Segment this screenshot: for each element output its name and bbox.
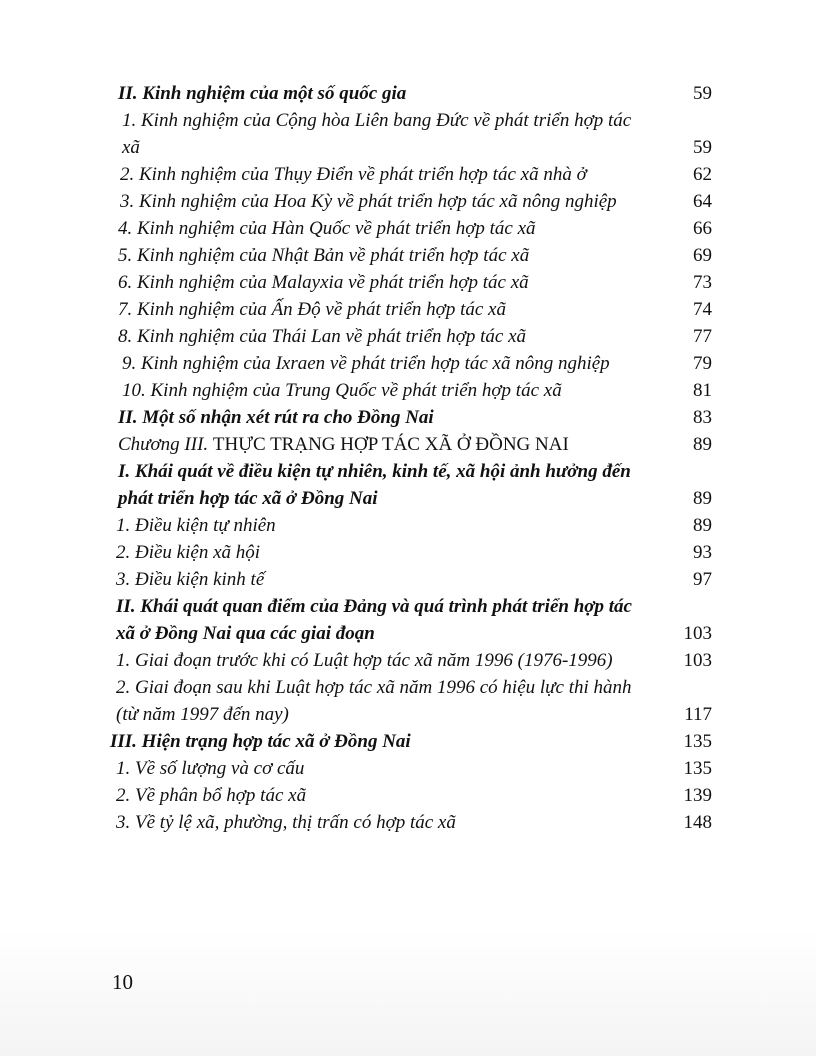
toc-entry-page: 148	[683, 812, 712, 833]
toc-entry-title: 1. Kinh nghiệm của Cộng hòa Liên bang Đức về phát triển hợp tác xã	[122, 110, 632, 158]
toc-entry	[108, 512, 712, 539]
toc-entry-page: 97	[693, 569, 712, 590]
toc-entry	[108, 296, 712, 323]
toc-entry-page: 81	[693, 380, 712, 401]
toc-entry-title: 3. Về tỷ lệ xã, phường, thị trấn có hợp tác xã	[116, 812, 456, 833]
toc-entry-page: 66	[693, 218, 712, 239]
table-of-contents	[108, 80, 712, 836]
toc-entry-page: 59	[693, 137, 712, 158]
toc-entry	[108, 404, 712, 431]
toc-entry	[108, 188, 712, 215]
toc-entry	[108, 782, 712, 809]
toc-entry-page: 135	[683, 731, 712, 752]
toc-entry-title: II. Kinh nghiệm của một số quốc gia	[118, 83, 407, 104]
toc-entry-page: 103	[683, 650, 712, 671]
toc-entry-page: 69	[693, 245, 712, 266]
toc-entry-title: 2. Điều kiện xã hội	[116, 542, 261, 563]
toc-entry-title: 2. Giai đoạn sau khi Luật hợp tác xã năm 1996 có hiệu lực thi hành (từ năm 1997 đến nay)	[116, 677, 632, 725]
toc-entry	[108, 269, 712, 296]
toc-entry-title: 3. Kinh nghiệm của Hoa Kỳ về phát triển hợp tác xã nông nghiệp	[120, 191, 617, 212]
toc-entry	[108, 809, 712, 836]
toc-entry-page: 139	[683, 785, 712, 806]
toc-entry-page: 93	[693, 542, 712, 563]
toc-entry-page: 74	[693, 299, 712, 320]
toc-entry-title: 1. Giai đoạn trước khi có Luật hợp tác xã năm 1996 (1976-1996)	[116, 650, 613, 671]
toc-entry-title: 8. Kinh nghiệm của Thái Lan về phát triển hợp tác xã	[118, 326, 527, 347]
toc-entry-page: 59	[693, 83, 712, 104]
toc-entry-page: 77	[693, 326, 712, 347]
toc-entry	[108, 431, 712, 458]
toc-entry-title: 10. Kinh nghiệm của Trung Quốc về phát triển hợp tác xã	[122, 380, 562, 401]
toc-entry	[108, 323, 712, 350]
toc-entry	[108, 215, 712, 242]
toc-entry-title: I. Khái quát về điều kiện tự nhiên, kinh tế, xã hội ảnh hưởng đến phát triển hợp tác xã ở Đồng Nai	[118, 461, 631, 509]
toc-entry	[108, 728, 712, 755]
toc-entry-page: 89	[693, 488, 712, 509]
toc-entry-page: 135	[683, 758, 712, 779]
toc-entry	[108, 674, 712, 728]
toc-entry	[108, 458, 712, 512]
toc-entry-title: 3. Điều kiện kinh tế	[116, 569, 265, 590]
toc-entry-title: 2. Kinh nghiệm của Thụy Điển về phát triển hợp tác xã nhà ở	[120, 164, 587, 185]
toc-entry-title: II. Khái quát quan điểm của Đảng và quá trình phát triển hợp tác xã ở Đồng Nai qua các giai đoạn	[116, 596, 632, 644]
toc-entry-title: 9. Kinh nghiệm của Ixraen về phát triển hợp tác xã nông nghiệp	[122, 353, 610, 374]
toc-entry-page: 89	[693, 434, 712, 455]
toc-entry-page: 117	[684, 704, 712, 725]
toc-entry	[108, 161, 712, 188]
toc-entry	[108, 566, 712, 593]
toc-entry-page: 79	[693, 353, 712, 374]
toc-entry-title: 5. Kinh nghiệm của Nhật Bản về phát triển hợp tác xã	[118, 245, 530, 266]
toc-entry	[108, 593, 712, 647]
toc-entry-title: 1. Điều kiện tự nhiên	[116, 515, 276, 536]
toc-entry	[108, 377, 712, 404]
toc-entry-page: 62	[693, 164, 712, 185]
toc-entry-title: III. Hiện trạng hợp tác xã ở Đồng Nai	[110, 731, 411, 752]
toc-entry-title: 2. Về phân bổ hợp tác xã	[116, 785, 307, 806]
toc-entry-title: Chương III. THỰC TRẠNG HỢP TÁC XÃ Ở ĐỒNG NAI	[118, 434, 569, 455]
toc-entry-page: 83	[693, 407, 712, 428]
toc-entry	[108, 350, 712, 377]
toc-entry	[108, 107, 712, 161]
toc-entry-page: 89	[693, 515, 712, 536]
toc-entry-title: 1. Về số lượng và cơ cấu	[116, 758, 305, 779]
toc-entry	[108, 242, 712, 269]
toc-entry-page: 64	[693, 191, 712, 212]
toc-entry-page: 73	[693, 272, 712, 293]
page-number: 10	[112, 970, 133, 994]
toc-entry-title: 4. Kinh nghiệm của Hàn Quốc về phát triển hợp tác xã	[118, 218, 536, 239]
toc-entry	[108, 539, 712, 566]
toc-entry	[108, 80, 712, 107]
toc-entry-page: 103	[683, 623, 712, 644]
toc-entry	[108, 755, 712, 782]
toc-entry	[108, 647, 712, 674]
toc-entry-title: 6. Kinh nghiệm của Malayxia về phát triển hợp tác xã	[118, 272, 529, 293]
toc-entry-title: 7. Kinh nghiệm của Ấn Độ về phát triển hợp tác xã	[118, 299, 506, 320]
toc-entry-title: II. Một số nhận xét rút ra cho Đồng Nai	[118, 407, 434, 428]
